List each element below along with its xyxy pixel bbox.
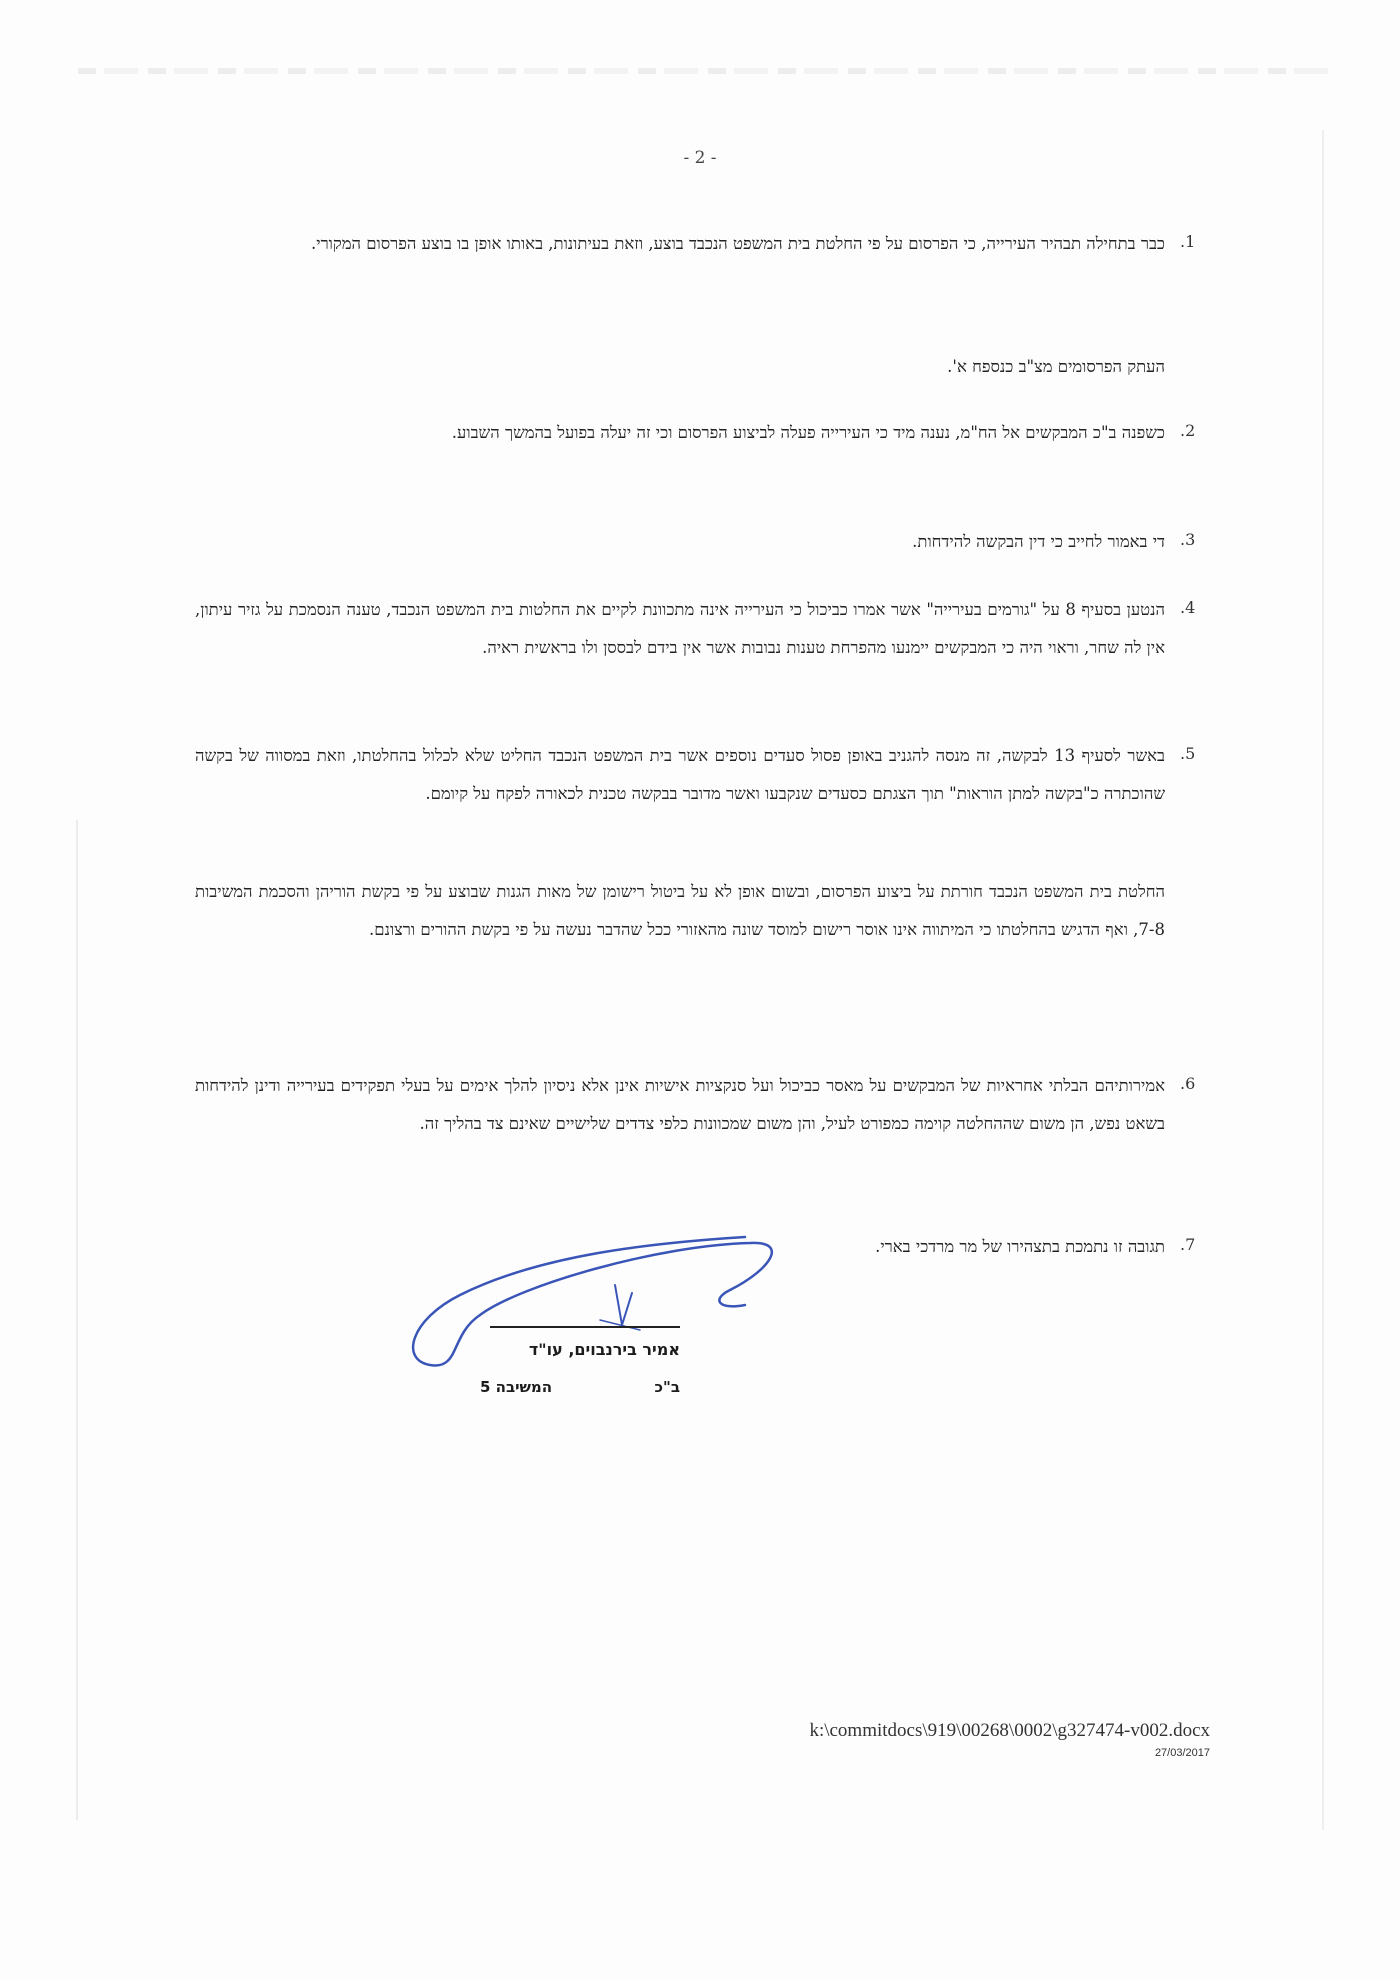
paragraph-1: כבר בתחילה תבהיר העירייה, כי הפרסום על פי החלטת בית המשפט הנכבד בוצע, וזאת בעיתונות, באותו אופן בו בוצע הפרסום המקורי. — [311, 234, 1165, 253]
paragraph-6: אמירותיהם הבלתי אחראיות של המבקשים על מאסר כביכול ועל סנקציות אישיות אינן אלא ניסיון להלך אימים על בעלי תפקידים בעירייה ודינן להידחות בשאט נפש, הן משום שההחלטה קוימה כמפורט לעיל, והן משום שמכוונות כלפי צדדים שלישיים שאינם צד בהליך זה. — [195, 1076, 1165, 1133]
paragraph-3: די באמור לחייב כי דין הבקשה להידחות. — [912, 532, 1165, 551]
paragraph-number-7: .7 — [1180, 1235, 1196, 1254]
signer-role-title: המשיבה 5 — [480, 1378, 553, 1396]
footer-file-path: k:\commitdocs\919\00268\0002\g327474-v002.docx — [809, 1720, 1210, 1741]
paragraph-number-1: .1 — [1180, 232, 1196, 251]
page-number: - 2 - — [683, 148, 717, 168]
signer-name: אמיר בירנבוים, עו"ד — [528, 1340, 680, 1359]
header-fax-line — [78, 68, 1328, 74]
paragraph-number-6: .6 — [1180, 1074, 1196, 1093]
paragraph-5-continuation: החלטת בית המשפט הנכבד חורתת על ביצוע הפרסום, ובשום אופן לא על ביטול רישומן של מאות הגנות שבוצע על פי בקשת הוריהן והסכמת המשיבות 7-8, ואף הדגיש בהחלטתו כי המיתווה אינו אוסר רישום למוסד שונה מהאזורי ככל שהדבר נעשה על פי בקשת ההורים ורצונם. — [195, 882, 1165, 939]
paragraph-2: כשפנה ב"כ המבקשים אל הח"מ, נענה מיד כי העירייה פעלה לביצוע הפרסום וכי זה יעלה בפועל בהמשך השבוע. — [451, 423, 1165, 442]
paragraph-7: תגובה זו נתמכת בתצהירו של מר מרדכי בארי. — [875, 1237, 1165, 1256]
footer-date: 27/03/2017 — [1154, 1747, 1210, 1759]
signer-role-prefix: ב"כ — [654, 1378, 680, 1396]
scan-edge-right — [1322, 130, 1324, 1830]
paragraph-number-2: .2 — [1180, 421, 1196, 440]
scan-edge-left — [76, 820, 78, 1820]
paragraph-number-3: .3 — [1180, 530, 1196, 549]
annex-note: העתק הפרסומים מצ"ב כנספח א'. — [947, 357, 1165, 376]
signer-role — [480, 1378, 680, 1396]
paragraph-number-5: .5 — [1180, 744, 1196, 763]
paragraph-number-4: .4 — [1180, 598, 1196, 617]
handwritten-signature — [400, 1225, 800, 1385]
signature-line — [490, 1326, 680, 1328]
paragraph-5: באשר לסעיף 13 לבקשה, זה מנסה להגניב באופן פסול סעדים נוספים אשר בית המשפט הנכבד החליט שלא לכלול בהחלטתו, וזאת במסווה של בקשה שהוכתרה כ"בקשה למתן הוראות" תוך הצגתם כסעדים שנקבעו ואשר מדובר בבקשה טכנית לכאורה לפקח על קיומם. — [195, 746, 1165, 803]
paragraph-4: הנטען בסעיף 8 על "גורמים בעירייה" אשר אמרו כביכול כי העירייה אינה מתכוונת לקיים את החלטות בית המשפט הנכבד, טענה הנסמכת על גזיר עיתון, אין לה שחר, וראוי היה כי המבקשים יימנעו מהפרחת טענות נבובות אשר אין בידם לבססן ולו בראשית ראיה. — [195, 600, 1165, 657]
